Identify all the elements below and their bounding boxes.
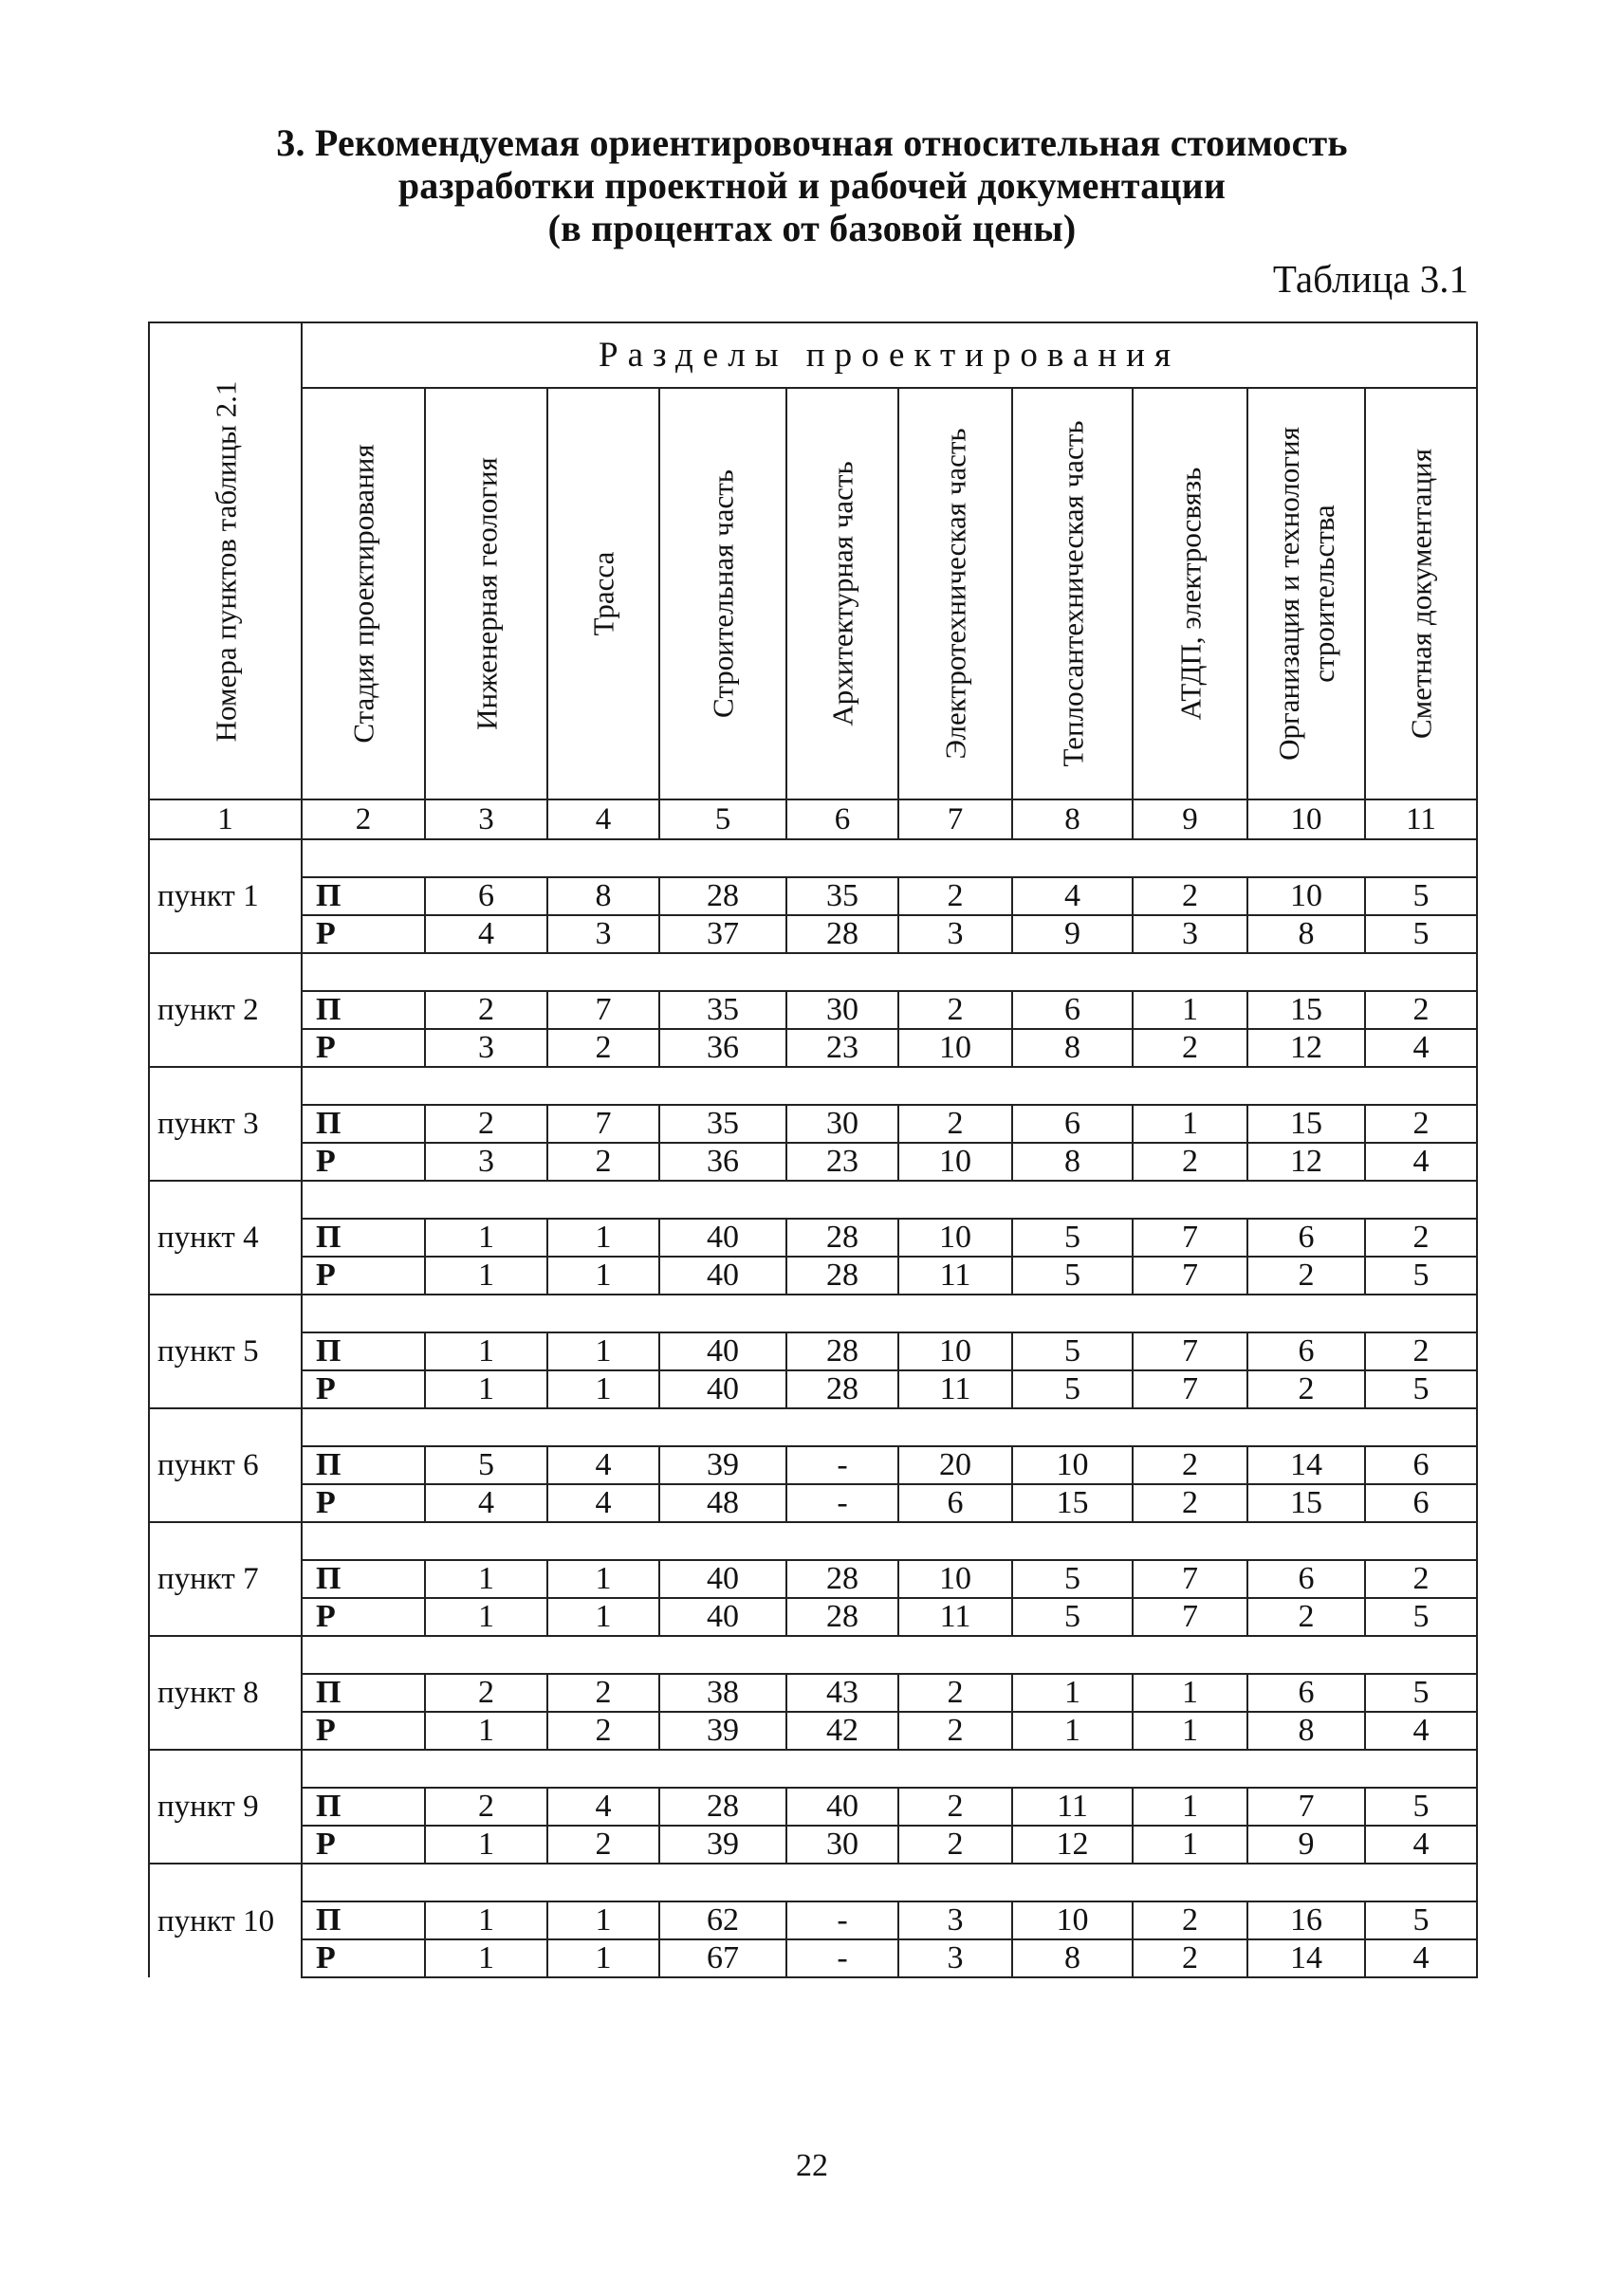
column-number: 8 [1012,799,1133,839]
value-cell: 39 [659,1826,786,1864]
column-number: 1 [149,799,302,839]
value-cell: 40 [659,1598,786,1636]
value-cell: 14 [1247,1939,1365,1977]
value-cell: 2 [1365,1105,1477,1143]
value-cell: 1 [1133,1105,1247,1143]
value-cell: 28 [786,1219,898,1257]
value-cell: 28 [786,1370,898,1408]
value-cell: 28 [786,1560,898,1598]
value-cell: - [786,1484,898,1522]
value-cell: 37 [659,915,786,953]
group-spacer [302,1750,1477,1788]
value-cell: 2 [898,1826,1012,1864]
table-row [149,1029,1477,1067]
value-cell: 2 [425,991,547,1029]
value-cell: 2 [1365,1332,1477,1370]
value-cell: 10 [898,1219,1012,1257]
value-cell: 2 [1365,1560,1477,1598]
value-cell: 6 [1247,1674,1365,1712]
value-cell: 3 [547,915,659,953]
punkt-label: пункт 1 [149,839,302,953]
value-cell: 3 [425,1029,547,1067]
value-cell: 4 [1012,877,1133,915]
value-cell: 8 [547,877,659,915]
col-header-punkt-numbers: Номера пунктов таблицы 2.1 [149,322,302,799]
stage-cell: П [302,877,425,915]
value-cell: 7 [547,991,659,1029]
table-row [149,1332,1477,1370]
column-number: 9 [1133,799,1247,839]
group-spacer [302,1864,1477,1901]
value-cell: - [786,1901,898,1939]
column-header: Архитектурная часть [786,388,898,799]
table-row [149,1105,1477,1143]
value-cell: 40 [659,1257,786,1295]
value-cell: 4 [425,1484,547,1522]
value-cell: 4 [1365,1939,1477,1977]
punkt-label: пункт 8 [149,1636,302,1750]
punkt-label: пункт 5 [149,1295,302,1408]
table-row [149,1560,1477,1598]
value-cell: 1 [425,1712,547,1750]
value-cell: 16 [1247,1901,1365,1939]
stage-cell: П [302,1674,425,1712]
value-cell: 3 [898,1939,1012,1977]
group-spacer [302,1408,1477,1446]
value-cell: 2 [898,1674,1012,1712]
value-cell: 2 [1365,1219,1477,1257]
value-cell: 5 [1012,1219,1133,1257]
page-number: 22 [796,2148,828,2183]
stage-cell: Р [302,1712,425,1750]
value-cell: 2 [1133,1446,1247,1484]
value-cell: 5 [1365,877,1477,915]
value-cell: 8 [1012,1939,1133,1977]
value-cell: 5 [1365,1901,1477,1939]
group-spacer [302,1522,1477,1560]
value-cell: 2 [547,1029,659,1067]
value-cell: 30 [786,991,898,1029]
value-cell: 42 [786,1712,898,1750]
value-cell: 1 [547,1598,659,1636]
value-cell: 2 [898,1105,1012,1143]
column-number: 2 [302,799,425,839]
value-cell: 35 [659,1105,786,1143]
value-cell: 28 [786,1332,898,1370]
value-cell: 1 [425,1826,547,1864]
stage-cell: П [302,991,425,1029]
value-cell: 1 [1012,1712,1133,1750]
value-cell: 62 [659,1901,786,1939]
value-cell: 28 [659,877,786,915]
value-cell: 4 [425,915,547,953]
table-caption: Таблица 3.1 [1272,257,1468,301]
column-header: Организация и технология строительства [1247,388,1365,799]
value-cell: 11 [898,1370,1012,1408]
table-row [149,915,1477,953]
value-cell: 8 [1247,1712,1365,1750]
value-cell: 67 [659,1939,786,1977]
value-cell: 2 [1247,1257,1365,1295]
value-cell: 1 [547,1560,659,1598]
value-cell: 39 [659,1712,786,1750]
value-cell: 1 [1133,1712,1247,1750]
value-cell: 12 [1247,1029,1365,1067]
value-cell: 2 [898,877,1012,915]
value-cell: 2 [547,1143,659,1181]
value-cell: 1 [547,1332,659,1370]
column-number: 7 [898,799,1012,839]
value-cell: 7 [1133,1332,1247,1370]
value-cell: 11 [1012,1788,1133,1826]
value-cell: 5 [1365,1370,1477,1408]
value-cell: 39 [659,1446,786,1484]
punkt-label: пункт 9 [149,1750,302,1864]
value-cell: 5 [1365,1788,1477,1826]
value-cell: 48 [659,1484,786,1522]
value-cell: 35 [659,991,786,1029]
column-number: 11 [1365,799,1477,839]
value-cell: 35 [786,877,898,915]
value-cell: 5 [1365,915,1477,953]
value-cell: 7 [547,1105,659,1143]
table-row [149,1219,1477,1257]
table-row [149,1788,1477,1826]
value-cell: 6 [1365,1484,1477,1522]
group-spacer [302,1636,1477,1674]
stage-cell: Р [302,915,425,953]
stage-cell: П [302,1219,425,1257]
value-cell: 1 [547,1257,659,1295]
value-cell: 6 [1365,1446,1477,1484]
value-cell: 12 [1247,1143,1365,1181]
column-header: Сметная документация [1365,388,1477,799]
stage-cell: Р [302,1143,425,1181]
value-cell: 6 [1247,1219,1365,1257]
value-cell: 2 [547,1712,659,1750]
value-cell: 2 [547,1674,659,1712]
table-row [149,1939,1477,1977]
value-cell: 1 [1133,991,1247,1029]
value-cell: 2 [1133,1901,1247,1939]
punkt-label: пункт 3 [149,1067,302,1181]
value-cell: 9 [1247,1826,1365,1864]
value-cell: 1 [425,1370,547,1408]
value-cell: 1 [425,1560,547,1598]
value-cell: 14 [1247,1446,1365,1484]
group-spacer [302,1181,1477,1219]
value-cell: 20 [898,1446,1012,1484]
value-cell: 2 [1133,1029,1247,1067]
column-header: Трасса [547,388,659,799]
table-row [149,1484,1477,1522]
value-cell: 4 [1365,1143,1477,1181]
value-cell: 5 [1012,1332,1133,1370]
value-cell: 1 [425,1332,547,1370]
value-cell: 1 [425,1219,547,1257]
punkt-label: пункт 10 [149,1864,302,1977]
value-cell: 11 [898,1257,1012,1295]
value-cell: 28 [659,1788,786,1826]
title-line-1: 3. Рекомендуемая ориентировочная относительная стоимость [276,121,1348,164]
column-number: 5 [659,799,786,839]
value-cell: 7 [1247,1788,1365,1826]
value-cell: 40 [659,1332,786,1370]
stage-cell: П [302,1332,425,1370]
value-cell: 2 [1133,1143,1247,1181]
table-row [149,1712,1477,1750]
value-cell: 1 [425,1901,547,1939]
value-cell: 8 [1012,1143,1133,1181]
value-cell: 5 [1012,1257,1133,1295]
value-cell: 5 [1365,1674,1477,1712]
value-cell: 40 [659,1219,786,1257]
value-cell: 2 [547,1826,659,1864]
group-spacer [302,839,1477,877]
value-cell: 6 [1012,991,1133,1029]
value-cell: 30 [786,1105,898,1143]
stage-cell: П [302,1788,425,1826]
value-cell: 28 [786,1598,898,1636]
punkt-label: пункт 4 [149,1181,302,1295]
value-cell: 4 [1365,1029,1477,1067]
value-cell: 40 [659,1370,786,1408]
stage-cell: Р [302,1484,425,1522]
stage-cell: Р [302,1029,425,1067]
value-cell: 40 [659,1560,786,1598]
value-cell: 15 [1247,1105,1365,1143]
value-cell: 40 [786,1788,898,1826]
value-cell: 5 [1012,1598,1133,1636]
value-cell: 38 [659,1674,786,1712]
value-cell: 10 [1247,877,1365,915]
value-cell: 2 [1133,877,1247,915]
value-cell: 4 [547,1446,659,1484]
stage-cell: Р [302,1826,425,1864]
value-cell: 6 [1247,1560,1365,1598]
group-spacer [302,953,1477,991]
value-cell: 4 [1365,1826,1477,1864]
value-cell: 4 [1365,1712,1477,1750]
value-cell: 2 [1247,1370,1365,1408]
value-cell: 28 [786,915,898,953]
value-cell: 10 [898,1143,1012,1181]
stage-cell: П [302,1105,425,1143]
value-cell: 2 [425,1105,547,1143]
value-cell: 6 [1012,1105,1133,1143]
column-header: АТДП, электросвязь [1133,388,1247,799]
value-cell: 10 [898,1332,1012,1370]
stage-cell: П [302,1901,425,1939]
value-cell: 6 [425,877,547,915]
value-cell: 1 [1133,1788,1247,1826]
value-cell: 2 [425,1788,547,1826]
value-cell: 5 [1365,1257,1477,1295]
value-cell: 7 [1133,1219,1247,1257]
value-cell: - [786,1446,898,1484]
value-cell: 4 [547,1788,659,1826]
column-header: Инженерная геология [425,388,547,799]
value-cell: 6 [1247,1332,1365,1370]
column-header: Стадия проектирования [302,388,425,799]
table-row [149,1826,1477,1864]
value-cell: 2 [425,1674,547,1712]
value-cell: 10 [1012,1446,1133,1484]
value-cell: 23 [786,1143,898,1181]
value-cell: 10 [898,1560,1012,1598]
column-number: 4 [547,799,659,839]
stage-cell: Р [302,1598,425,1636]
sections-header: Разделы проектирования [302,322,1477,388]
value-cell: 7 [1133,1598,1247,1636]
value-cell: 12 [1012,1826,1133,1864]
value-cell: 3 [898,915,1012,953]
value-cell: 1 [1133,1674,1247,1712]
stage-cell: Р [302,1939,425,1977]
value-cell: 6 [898,1484,1012,1522]
column-header: Теплосантехническая часть [1012,388,1133,799]
value-cell: 15 [1012,1484,1133,1522]
punkt-label: пункт 2 [149,953,302,1067]
table-row [149,1257,1477,1295]
stage-cell: Р [302,1370,425,1408]
value-cell: 1 [1012,1674,1133,1712]
table-row [149,991,1477,1029]
value-cell: 15 [1247,991,1365,1029]
value-cell: 2 [1365,991,1477,1029]
column-number: 3 [425,799,547,839]
table-row [149,1598,1477,1636]
value-cell: 8 [1247,915,1365,953]
stage-cell: П [302,1446,425,1484]
table-row [149,877,1477,915]
group-spacer [302,1295,1477,1332]
value-cell: 36 [659,1029,786,1067]
punkt-label: пункт 6 [149,1408,302,1522]
title-line-2: разработки проектной и рабочей документации [397,164,1227,207]
value-cell: 30 [786,1826,898,1864]
group-spacer [302,1067,1477,1105]
value-cell: 2 [1133,1484,1247,1522]
value-cell: - [786,1939,898,1977]
value-cell: 1 [547,1219,659,1257]
value-cell: 7 [1133,1370,1247,1408]
table-row [149,1901,1477,1939]
column-header: Электротехническая часть [898,388,1012,799]
table-row [149,1143,1477,1181]
value-cell: 2 [898,1788,1012,1826]
punkt-label: пункт 7 [149,1522,302,1636]
value-cell: 3 [898,1901,1012,1939]
title-line-3: (в процентах от базовой цены) [547,207,1077,249]
value-cell: 1 [425,1939,547,1977]
value-cell: 5 [1012,1370,1133,1408]
value-cell: 1 [547,1901,659,1939]
value-cell: 1 [1133,1826,1247,1864]
stage-cell: П [302,1560,425,1598]
value-cell: 28 [786,1257,898,1295]
page-title [0,121,1624,249]
value-cell: 1 [547,1939,659,1977]
value-cell: 4 [547,1484,659,1522]
value-cell: 11 [898,1598,1012,1636]
table-row [149,1446,1477,1484]
value-cell: 2 [1133,1939,1247,1977]
value-cell: 2 [1247,1598,1365,1636]
value-cell: 10 [1012,1901,1133,1939]
value-cell: 3 [1133,915,1247,953]
value-cell: 3 [425,1143,547,1181]
value-cell: 7 [1133,1257,1247,1295]
table-row [149,1674,1477,1712]
value-cell: 5 [425,1446,547,1484]
value-cell: 1 [425,1598,547,1636]
table-row [149,1370,1477,1408]
value-cell: 23 [786,1029,898,1067]
value-cell: 9 [1012,915,1133,953]
value-cell: 15 [1247,1484,1365,1522]
value-cell: 8 [1012,1029,1133,1067]
cost-table [148,321,1478,1978]
stage-cell: Р [302,1257,425,1295]
value-cell: 5 [1012,1560,1133,1598]
value-cell: 7 [1133,1560,1247,1598]
column-number: 6 [786,799,898,839]
value-cell: 1 [425,1257,547,1295]
column-header: Строительная часть [659,388,786,799]
value-cell: 43 [786,1674,898,1712]
value-cell: 2 [898,991,1012,1029]
value-cell: 1 [547,1370,659,1408]
column-number: 10 [1247,799,1365,839]
value-cell: 5 [1365,1598,1477,1636]
value-cell: 2 [898,1712,1012,1750]
value-cell: 36 [659,1143,786,1181]
value-cell: 10 [898,1029,1012,1067]
